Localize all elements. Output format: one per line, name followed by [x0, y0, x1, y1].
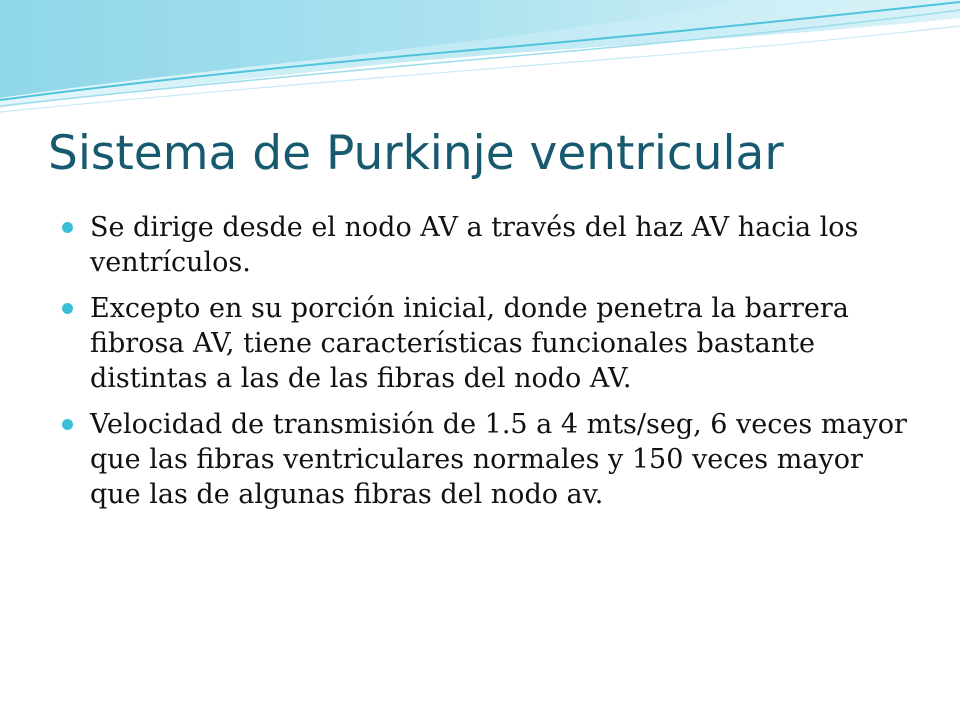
- bullet-item: [60, 210, 910, 280]
- bullet-dot-icon: [62, 222, 73, 233]
- bullet-text: Excepto en su porción inicial, donde penetra la barrera fibrosa AV, tiene características funcionales bastante distintas a las de las fibras del nodo AV.: [90, 293, 849, 394]
- bullet-text: Velocidad de transmisión de 1.5 a 4 mts/seg, 6 veces mayor que las fibras ventriculares normales y 150 veces mayor que las de algunas fibras del nodo av.: [90, 409, 907, 510]
- bullet-list: [60, 210, 910, 523]
- header-wave-decoration: [0, 0, 960, 120]
- bullet-dot-icon: [62, 303, 73, 314]
- bullet-item: [60, 407, 910, 512]
- bullet-text: Se dirige desde el nodo AV a través del haz AV hacia los ventrículos.: [90, 212, 859, 278]
- bullet-item: [60, 291, 910, 396]
- slide-title: Sistema de Purkinje ventricular: [48, 126, 784, 181]
- bullet-dot-icon: [62, 419, 73, 430]
